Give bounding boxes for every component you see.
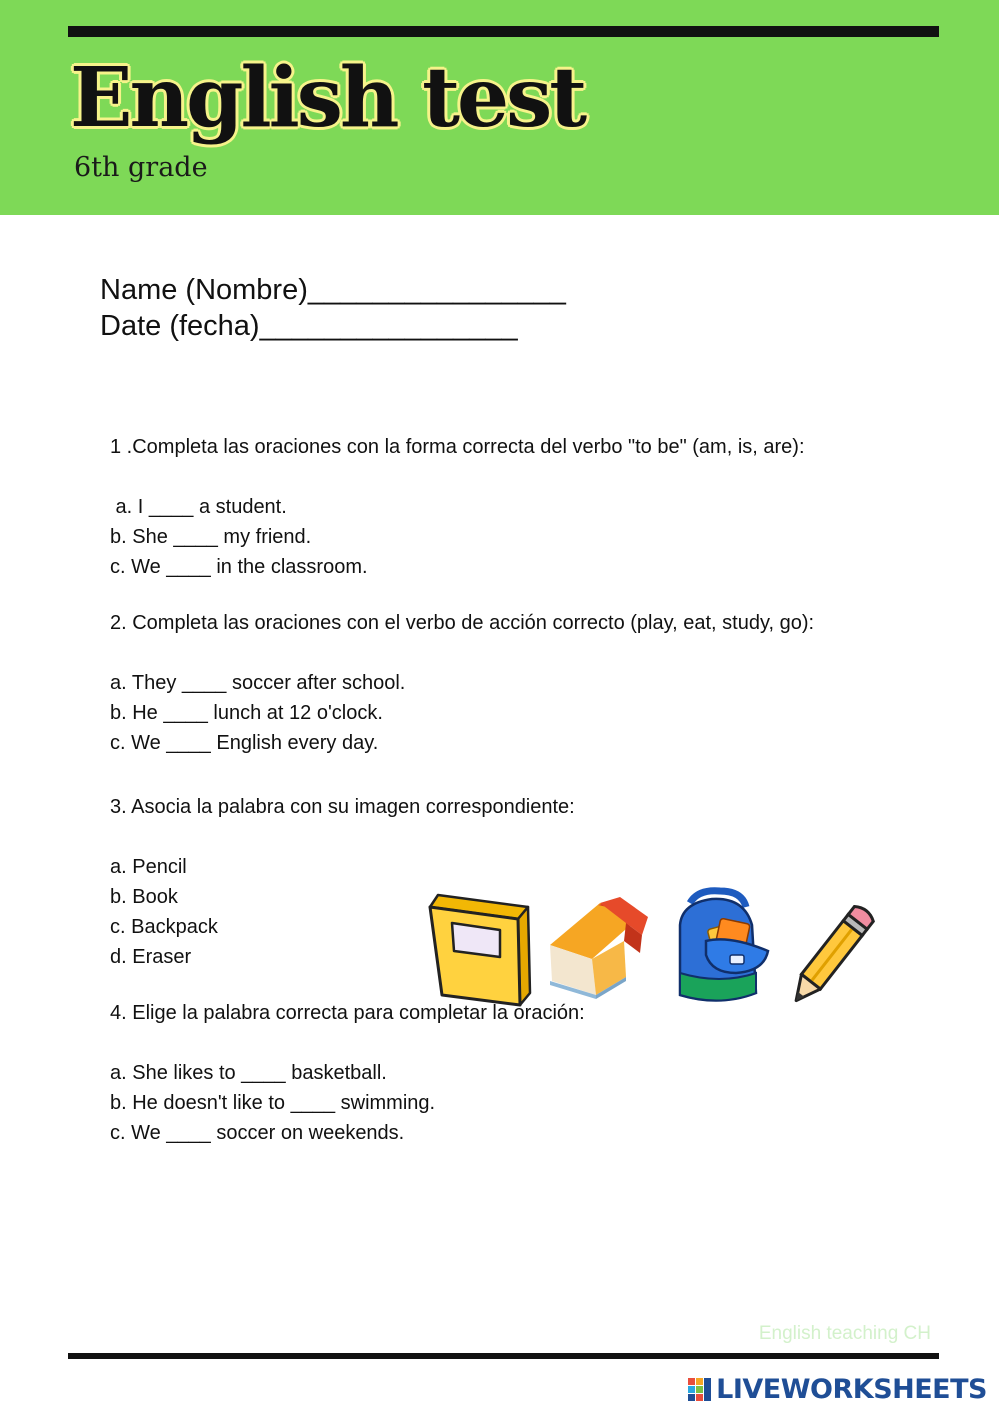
top-rule [68,26,939,37]
question-item: b. He ____ lunch at 12 o'clock. [110,702,383,724]
question-item: b. She ____ my friend. [110,526,312,548]
question-1-prompt: 1 .Completa las oraciones con la forma correcta del verbo "to be" (am, is, are): [110,436,805,458]
backpack-icon[interactable] [660,885,780,1010]
student-fields [100,272,566,344]
question-item: c. We ____ English every day. [110,732,379,754]
question-2-prompt: 2. Completa las oraciones con el verbo de acción correcto (play, eat, study, go): [110,612,815,634]
question-2-items [110,668,872,758]
question-item: a. They ____ soccer after school. [110,672,406,694]
question-item: c. Backpack [110,916,218,938]
question-3-prompt: 3. Asocia la palabra con su imagen correspondiente: [110,796,575,818]
question-item: c. We ____ soccer on weekends. [110,1122,405,1144]
grade-subtitle: 6th grade [74,152,208,183]
question-item: d. Eraser [110,946,192,968]
pencil-icon[interactable] [784,885,892,1010]
credit-text: English teaching CH [758,1323,931,1344]
question-item: a. Pencil [110,856,187,878]
name-field[interactable]: Name (Nombre)________________ [100,274,566,306]
question-item: b. Book [110,886,178,908]
questions [110,432,872,1148]
question-1-items [110,492,872,582]
question-item: a. She likes to ____ basketball. [110,1062,387,1084]
brand-logo[interactable] [688,1374,987,1405]
date-field[interactable]: Date (fecha)________________ [100,310,518,342]
question-item: b. He doesn't like to ____ swimming. [110,1092,436,1114]
matching-pictures [422,885,892,1010]
bottom-rule [68,1353,939,1359]
eraser-icon[interactable] [540,885,652,1010]
question-4-items [110,1058,872,1148]
brand-name: LIVEWORKSHEETS [716,1374,987,1405]
question-4-prompt: 4. Elige la palabra correcta para completar la oración: [110,1002,585,1024]
question-item: c. We ____ in the classroom. [110,556,368,578]
book-icon[interactable] [422,885,534,1010]
question-item: a. I ____ a student. [110,496,287,518]
liveworksheets-icon [688,1378,712,1402]
page-title: English test [70,50,585,146]
